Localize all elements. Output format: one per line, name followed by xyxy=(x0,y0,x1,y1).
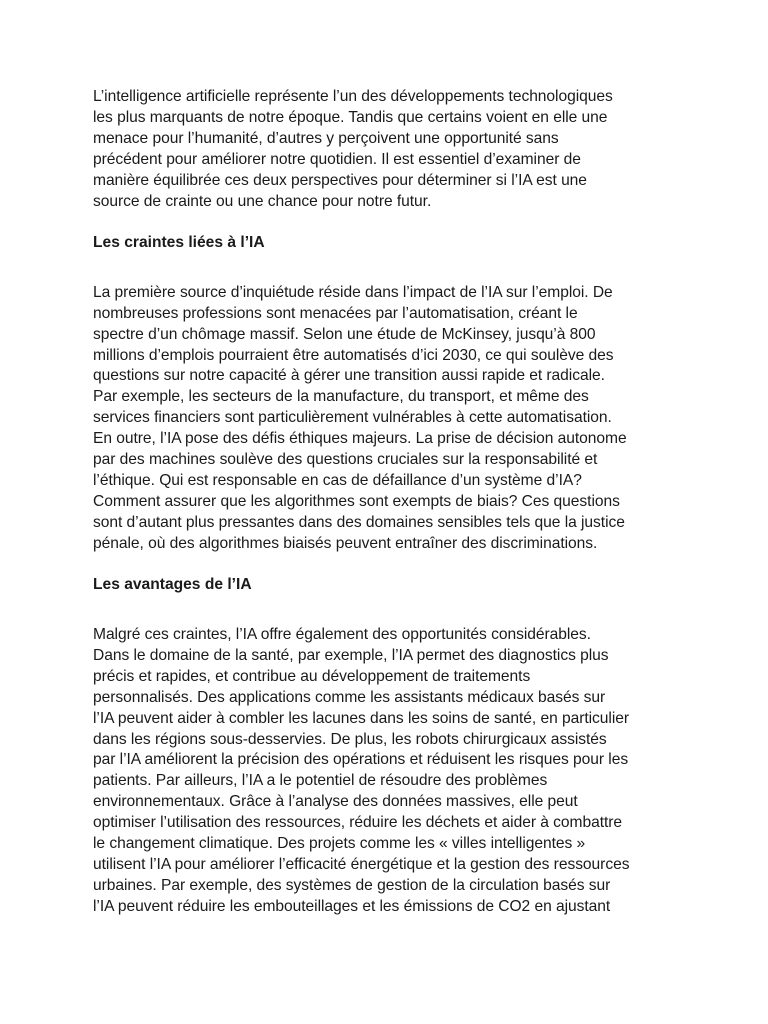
text-line: Par exemple, les secteurs de la manufacture, du transport, et même des xyxy=(93,388,589,406)
text-line: patients. Par ailleurs, l’IA a le potentiel de résoudre des problèmes xyxy=(93,772,548,790)
text-line: personnalisés. Des applications comme les assistants médicaux basés sur xyxy=(93,688,606,706)
text-line: précis et rapides, et contribue au développement de traitements xyxy=(93,667,531,685)
text-line: l’éthique. Qui est responsable en cas de défaillance d’un système d’IA? xyxy=(93,472,582,489)
text-line: précédent pour améliorer notre quotidien. Il est essentiel d’examiner de xyxy=(93,150,581,168)
text-line: sont d’autant plus pressantes dans des domaines sensibles tels que la justice xyxy=(93,513,625,531)
text-line: La première source d’inquiétude réside dans l’impact de l’IA sur l’emploi. De xyxy=(93,283,613,301)
text-line: millions d’emplois pourraient être automatisés d’ici 2030, ce qui soulève des xyxy=(93,346,614,364)
text-line: Comment assurer que les algorithmes sont exempts de biais? Ces questions xyxy=(93,492,620,510)
text-line: optimiser l’utilisation des ressources, réduire les déchets et aider à combattre xyxy=(93,814,623,832)
text-line: les plus marquants de notre époque. Tandis que certains voient en elle une xyxy=(93,108,608,126)
text-line: par l’IA améliorent la précision des opérations et réduisent les risques pour les xyxy=(93,751,629,769)
text-line: source de crainte ou une chance pour notre futur. xyxy=(93,192,432,210)
document-page xyxy=(93,87,693,918)
text-line: L’intelligence artificielle représente l’un des développements technologiques xyxy=(93,88,613,105)
text-line: l’IA peuvent réduire les embouteillages et les émissions de CO2 en ajustant xyxy=(93,897,611,915)
text-line: pénale, où des algorithmes biaisés peuvent entraîner des discriminations. xyxy=(93,534,598,552)
craintes-paragraph xyxy=(93,283,693,555)
text-line: En outre, l’IA pose des défis éthiques majeurs. La prise de décision autonome xyxy=(93,430,627,448)
text-line: l’IA peuvent aider à combler les lacunes dans les soins de santé, en particulier xyxy=(93,709,630,727)
section-heading-avantages: Les avantages de l’IA xyxy=(93,576,252,594)
text-line: manière équilibrée ces deux perspectives pour déterminer si l’IA est une xyxy=(93,171,587,189)
text-line: le changement climatique. Des projets comme les « villes intelligentes » xyxy=(93,835,586,853)
section-heading-craintes: Les craintes liées à l’IA xyxy=(93,233,265,251)
text-line: services financiers sont particulièrement vulnérables à cette automatisation. xyxy=(93,409,612,427)
text-line: urbaines. Par exemple, des systèmes de gestion de la circulation basés sur xyxy=(93,876,611,894)
text-line: utilisent l’IA pour améliorer l’efficacité énergétique et la gestion des ressources xyxy=(93,856,630,873)
text-line: Dans le domaine de la santé, par exemple, l’IA permet des diagnostics plus xyxy=(93,646,609,664)
text-line: questions sur notre capacité à gérer une transition aussi rapide et radicale. xyxy=(93,367,605,385)
text-line: environnementaux. Grâce à l’analyse des données massives, elle peut xyxy=(93,793,578,811)
avantages-paragraph xyxy=(93,625,693,918)
intro-paragraph xyxy=(93,87,693,212)
text-line: menace pour l’humanité, d’autres y perçoivent une opportunité sans xyxy=(93,129,559,147)
text-line: dans les régions sous-desservies. De plus, les robots chirurgicaux assistés xyxy=(93,730,607,748)
text-line: spectre d’un chômage massif. Selon une étude de McKinsey, jusqu’à 800 xyxy=(93,325,596,343)
text-line: nombreuses professions sont menacées par l’automatisation, créant le xyxy=(93,304,578,322)
text-line: par des machines soulève des questions cruciales sur la responsabilité et xyxy=(93,451,598,469)
text-line: Malgré ces craintes, l’IA offre également des opportunités considérables. xyxy=(93,626,591,644)
